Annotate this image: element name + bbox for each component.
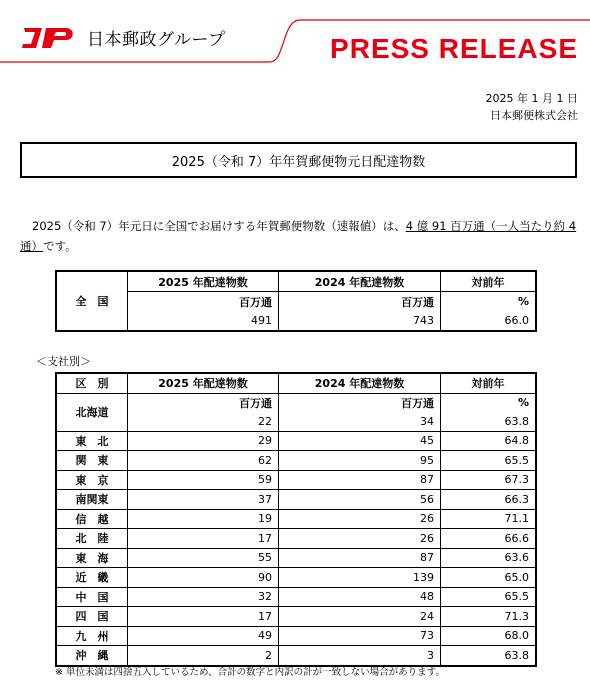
cell-ratio: 66.6 <box>441 529 537 549</box>
intro-highlight: 4 億 91 百万通（一人当たり約 4 通） <box>20 219 577 253</box>
branch-section-label: ＜支社別＞ <box>36 355 91 368</box>
row-area: 南関東 <box>56 490 128 510</box>
cell-2024: 34 <box>279 412 441 431</box>
table-row <box>56 451 536 471</box>
cell-2025: 37 <box>128 490 279 510</box>
intro-text-end: です。 <box>43 239 77 253</box>
cell-2024: 48 <box>279 587 441 607</box>
cell-2025: 19 <box>128 509 279 529</box>
cell-ratio: 63.8 <box>441 646 537 666</box>
row-area: 沖 縄 <box>56 646 128 666</box>
unit-ratio: % <box>441 292 537 312</box>
row-area: 近 畿 <box>56 568 128 588</box>
unit-2025: 百万通 <box>128 292 279 312</box>
intro-paragraph <box>20 216 585 256</box>
release-date: 2025 年 1 月 1 日 <box>485 92 578 105</box>
cell-2025: 29 <box>128 431 279 451</box>
cell-2025: 22 <box>128 412 279 431</box>
column-header-2025: 2025 年配達物数 <box>128 271 279 292</box>
company-group-name: 日本郵政グループ <box>87 29 226 50</box>
unit-ratio: % <box>441 393 537 412</box>
intro-text: 2025（令和 7）年元日に全国でお届けする年賀郵便物数（速報値）は、 <box>32 219 406 233</box>
cell-2025: 17 <box>128 607 279 627</box>
jp-logo-mark-icon <box>20 22 82 52</box>
cell-2025: 2 <box>128 646 279 666</box>
row-area: 北 陸 <box>56 529 128 549</box>
cell-ratio: 63.6 <box>441 548 537 568</box>
cell-2024: 56 <box>279 490 441 510</box>
table-row <box>56 529 536 549</box>
unit-2024: 百万通 <box>279 393 441 412</box>
cell-ratio: 63.8 <box>441 412 537 431</box>
national-table <box>55 270 537 332</box>
row-area: 東 海 <box>56 548 128 568</box>
cell-2025: 90 <box>128 568 279 588</box>
table-row <box>56 412 536 431</box>
table-row <box>56 470 536 490</box>
cell-2025: 49 <box>128 626 279 646</box>
column-header-area: 区 別 <box>56 373 128 393</box>
table-header-row <box>56 271 536 292</box>
table-row <box>56 311 536 331</box>
cell-ratio: 65.5 <box>441 451 537 471</box>
table-row <box>56 607 536 627</box>
row-area: 四 国 <box>56 607 128 627</box>
cell-2024: 24 <box>279 607 441 627</box>
table-row <box>56 509 536 529</box>
table-row <box>56 490 536 510</box>
national-2025: 491 <box>128 311 279 331</box>
cell-2024: 73 <box>279 626 441 646</box>
cell-2025: 55 <box>128 548 279 568</box>
cell-2024: 3 <box>279 646 441 666</box>
units-row <box>56 292 536 312</box>
row-area: 中 国 <box>56 587 128 607</box>
cell-ratio: 67.3 <box>441 470 537 490</box>
row-area: 九 州 <box>56 626 128 646</box>
cell-ratio: 68.0 <box>441 626 537 646</box>
column-header-2024: 2024 年配達物数 <box>279 373 441 393</box>
row-area: 東 北 <box>56 431 128 451</box>
row-area: 東 京 <box>56 470 128 490</box>
japan-post-logo <box>20 22 226 52</box>
table-row <box>56 587 536 607</box>
cell-2025: 62 <box>128 451 279 471</box>
press-release-title: PRESS RELEASE <box>330 33 578 64</box>
table-row <box>56 626 536 646</box>
cell-2024: 87 <box>279 548 441 568</box>
column-header-ratio: 対前年 <box>441 373 537 393</box>
table-row <box>56 568 536 588</box>
page-header <box>0 0 590 80</box>
footnote: ※ 単位未満は四捨五入しているため、合計の数字と内訳の計が一致しない場合があります。 <box>55 667 445 678</box>
national-ratio: 66.0 <box>441 311 537 331</box>
national-2024: 743 <box>279 311 441 331</box>
date-issuer-block <box>486 90 578 124</box>
column-header-2025: 2025 年配達物数 <box>128 373 279 393</box>
column-header-ratio: 対前年 <box>441 271 537 292</box>
document-title: 2025（令和 7）年年賀郵便物元日配達物数 <box>20 142 577 178</box>
table-row <box>56 548 536 568</box>
cell-ratio: 64.8 <box>441 431 537 451</box>
units-row <box>56 393 536 412</box>
unit-2025: 百万通 <box>128 393 279 412</box>
column-header-2024: 2024 年配達物数 <box>279 271 441 292</box>
cell-2024: 139 <box>279 568 441 588</box>
cell-2025: 59 <box>128 470 279 490</box>
branch-table <box>55 372 537 667</box>
table-header-row <box>56 373 536 393</box>
row-area: 関 東 <box>56 451 128 471</box>
cell-2025: 17 <box>128 529 279 549</box>
table-row <box>56 431 536 451</box>
issuer-name: 日本郵便株式会社 <box>490 109 578 122</box>
row-area: 信 越 <box>56 509 128 529</box>
cell-2025: 32 <box>128 587 279 607</box>
cell-ratio: 66.3 <box>441 490 537 510</box>
cell-2024: 26 <box>279 509 441 529</box>
cell-ratio: 65.0 <box>441 568 537 588</box>
cell-2024: 26 <box>279 529 441 549</box>
cell-ratio: 71.1 <box>441 509 537 529</box>
cell-ratio: 71.3 <box>441 607 537 627</box>
table-row <box>56 646 536 666</box>
cell-2024: 45 <box>279 431 441 451</box>
cell-2024: 87 <box>279 470 441 490</box>
national-area-label: 全 国 <box>56 271 128 331</box>
row-area: 北海道 <box>56 393 128 431</box>
cell-ratio: 65.5 <box>441 587 537 607</box>
unit-2024: 百万通 <box>279 292 441 312</box>
cell-2024: 95 <box>279 451 441 471</box>
